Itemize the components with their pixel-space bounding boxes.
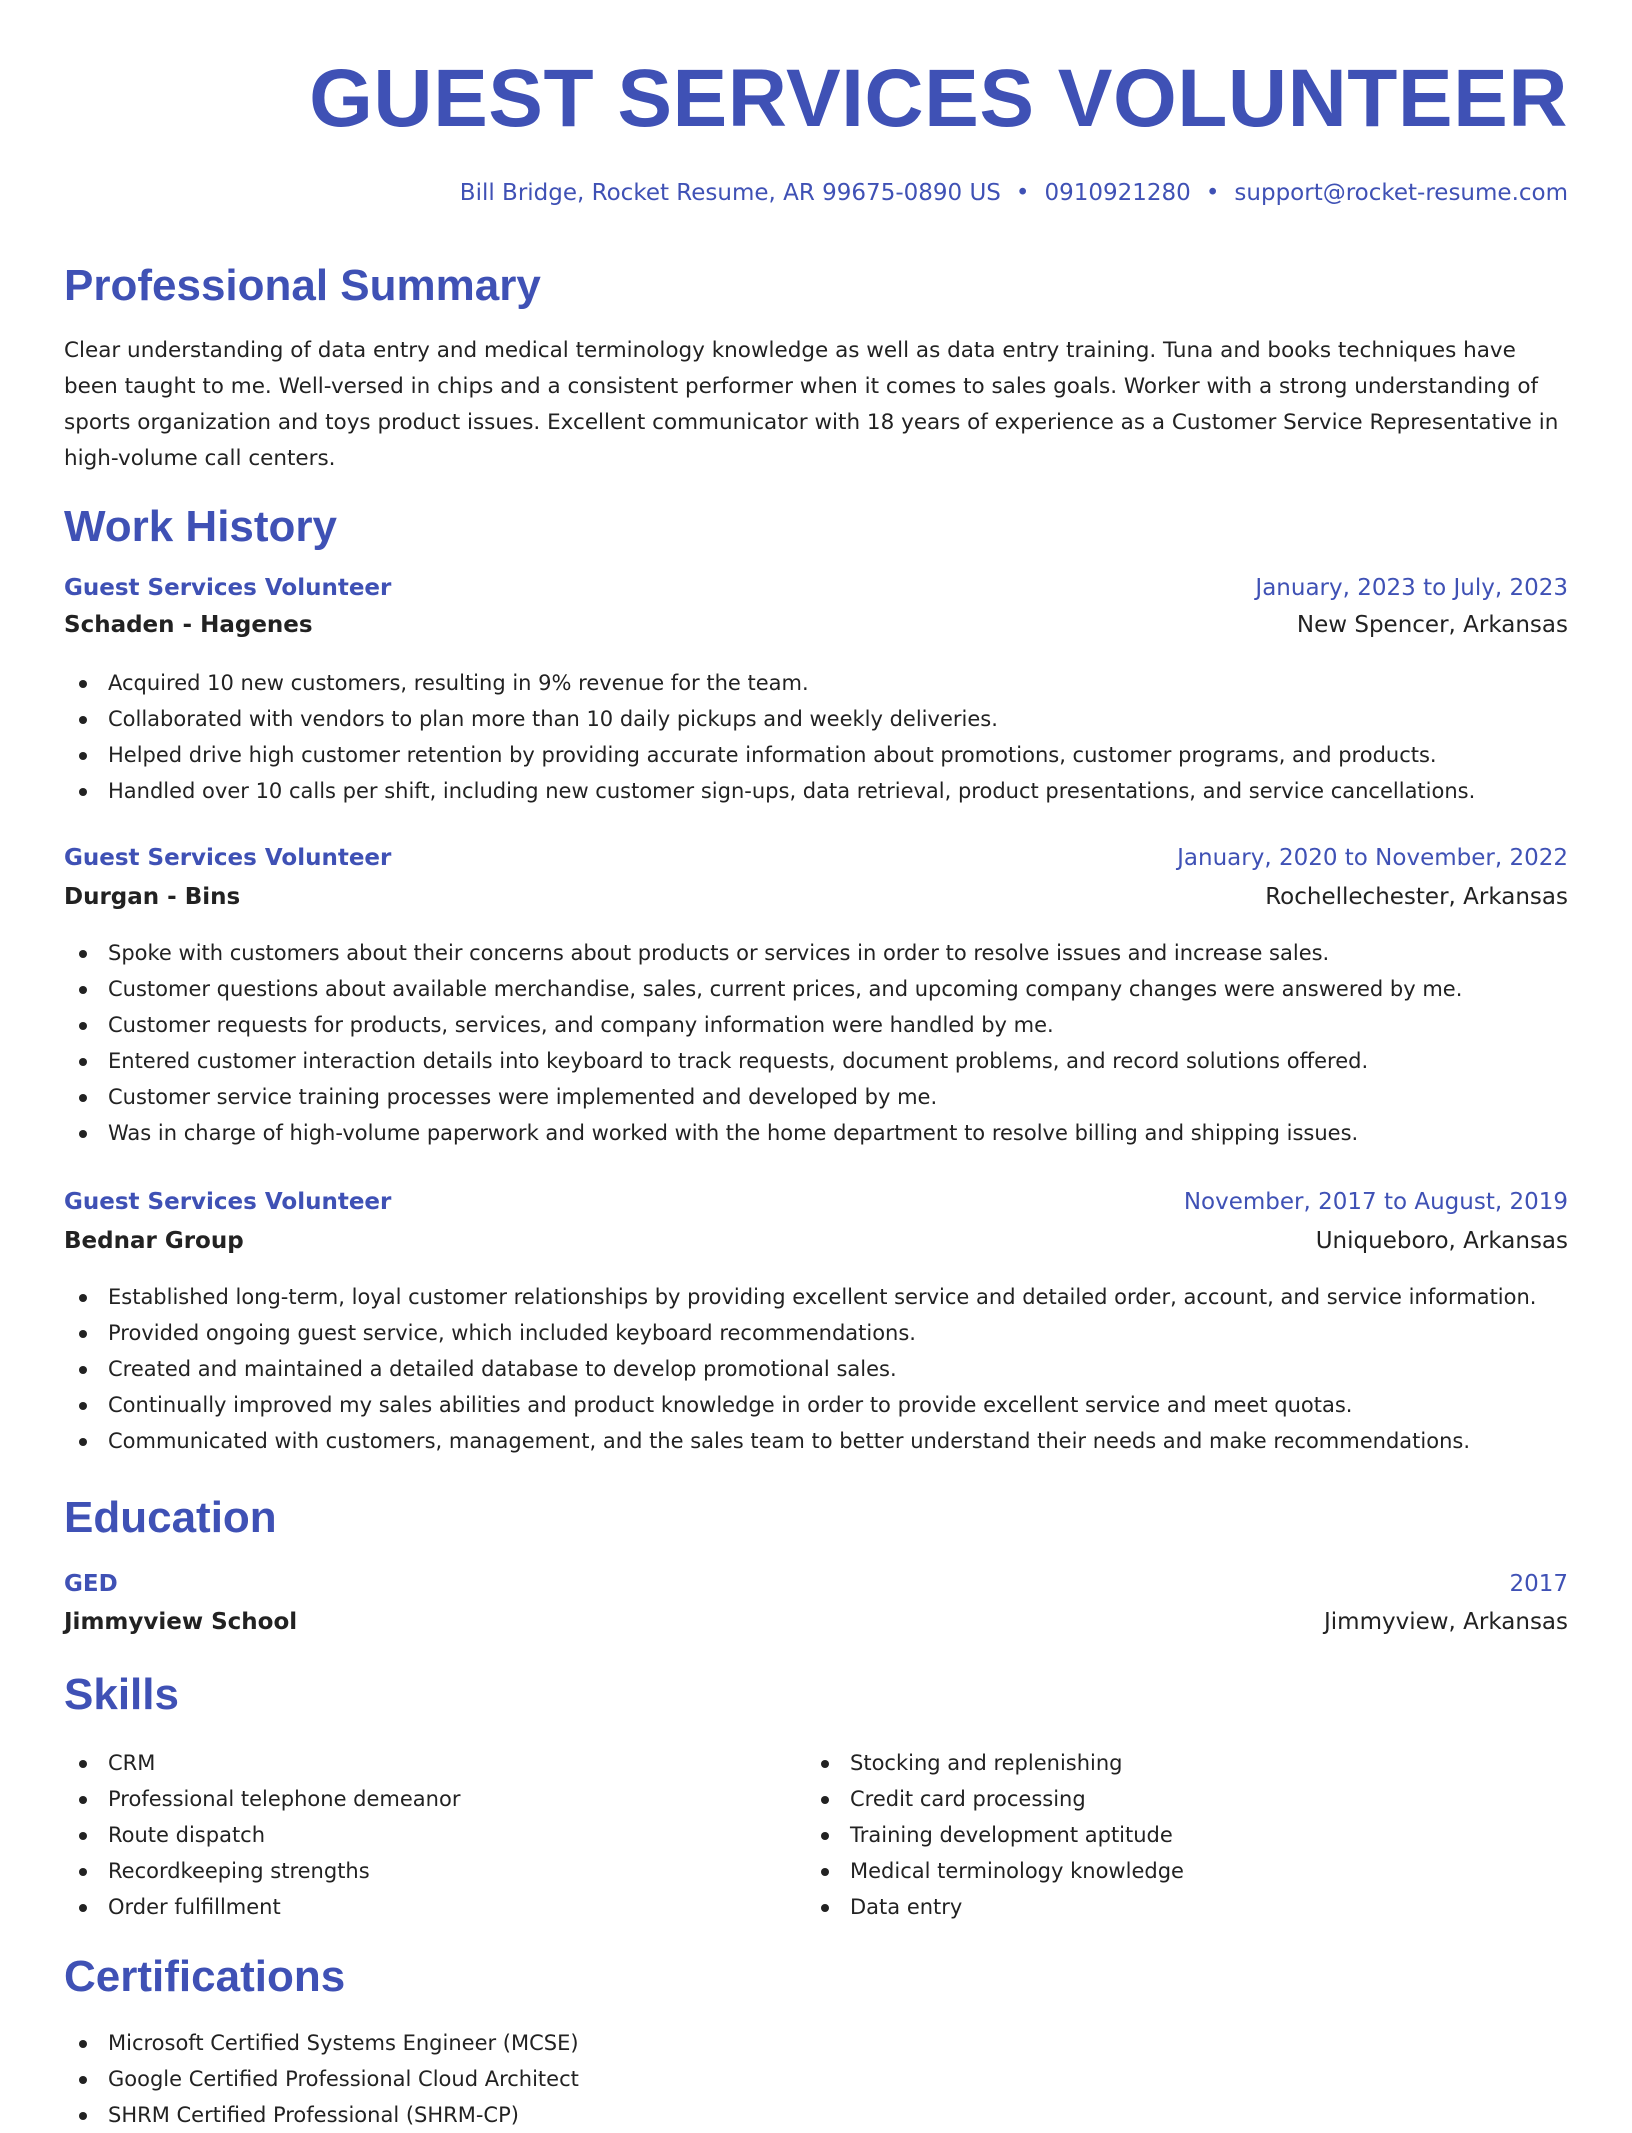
- job-location: New Spencer, Arkansas: [1296, 612, 1568, 638]
- education-header: [64, 1571, 1568, 1605]
- list-item: Collaborated with vendors to plan more than 10 daily pickups and weekly deliveries.: [64, 701, 1568, 737]
- job-location: Uniqueboro, Arkansas: [1315, 1228, 1568, 1254]
- list-item: Spoke with customers about their concerns about products or services in order to resolve issues and increase sales.: [64, 935, 1568, 971]
- skill-item: Order fulfillment: [64, 1889, 764, 1925]
- contact-phone: 0910921280: [1044, 180, 1191, 206]
- skill-item: Route dispatch: [64, 1817, 764, 1853]
- contact-separator: •: [1205, 180, 1220, 206]
- resume-title: GUEST SERVICES VOLUNTEER: [309, 53, 1568, 144]
- skill-item: Training development aptitude: [806, 1817, 1568, 1853]
- certifications-heading: Certifications: [64, 1952, 346, 2001]
- education-school: Jimmyview School: [64, 1609, 298, 1635]
- list-item: Acquired 10 new customers, resulting in 9% revenue for the team.: [64, 665, 1568, 701]
- list-item: Entered customer interaction details into keyboard to track requests, document problems, and record solutions offered.: [64, 1043, 1568, 1079]
- certifications-list: [64, 2025, 1568, 2133]
- list-item: Handled over 10 calls per shift, including new customer sign-ups, data retrieval, product presentations, and service cancellations.: [64, 773, 1568, 809]
- certification-item: SHRM Certified Professional (SHRM-CP): [64, 2097, 1568, 2133]
- job-title: Guest Services Volunteer: [64, 845, 392, 871]
- education-year: 2017: [1509, 1571, 1568, 1597]
- job-header: [64, 575, 1568, 609]
- list-item: Customer service training processes were implemented and developed by me.: [64, 1079, 1568, 1115]
- work-history-heading: Work History: [64, 502, 338, 551]
- list-item: Established long-term, loyal customer relationships by providing excellent service and detailed order, account, and service information.: [64, 1279, 1568, 1315]
- skills-list-right: [806, 1745, 1568, 1925]
- list-item: Created and maintained a detailed database to develop promotional sales.: [64, 1351, 1568, 1387]
- list-item: Customer questions about available merchandise, sales, current prices, and upcoming company changes were answered by me.: [64, 971, 1568, 1007]
- list-item: Provided ongoing guest service, which included keyboard recommendations.: [64, 1315, 1568, 1351]
- job-dates: November, 2017 to August, 2019: [1183, 1189, 1568, 1215]
- job-subheader: [64, 612, 1568, 646]
- job-header: [64, 1189, 1568, 1223]
- skill-item: Professional telephone demeanor: [64, 1781, 764, 1817]
- job-company: Durgan - Bins: [64, 884, 241, 910]
- list-item: Was in charge of high-volume paperwork and worked with the home department to resolve billing and shipping issues.: [64, 1115, 1568, 1151]
- job-company: Bednar Group: [64, 1228, 244, 1254]
- skill-item: Data entry: [806, 1889, 1568, 1925]
- list-item: Communicated with customers, management, and the sales team to better understand their needs and make recommendations.: [64, 1423, 1568, 1459]
- job-dates: January, 2020 to November, 2022: [1177, 845, 1568, 871]
- job-title: Guest Services Volunteer: [64, 575, 392, 601]
- skill-item: Credit card processing: [806, 1781, 1568, 1817]
- contact-separator: •: [1015, 180, 1030, 206]
- education-subheader: [64, 1609, 1568, 1643]
- contact-email[interactable]: support@rocket-resume.com: [1234, 180, 1568, 206]
- contact-line: [460, 180, 1568, 206]
- job-location: Rochellechester, Arkansas: [1265, 884, 1568, 910]
- education-location: Jimmyview, Arkansas: [1323, 1609, 1568, 1635]
- job-subheader: [64, 884, 1568, 918]
- education-heading: Education: [64, 1493, 277, 1542]
- job-title: Guest Services Volunteer: [64, 1189, 392, 1215]
- list-item: Customer requests for products, services, and company information were handled by me.: [64, 1007, 1568, 1043]
- job-company: Schaden - Hagenes: [64, 612, 313, 638]
- summary-heading: Professional Summary: [64, 261, 541, 310]
- job-dates: January, 2023 to July, 2023: [1255, 575, 1568, 601]
- job-bullets: [64, 935, 1568, 1151]
- contact-address: Bill Bridge, Rocket Resume, AR 99675-0890 US: [459, 180, 1001, 206]
- education-degree: GED: [64, 1571, 118, 1597]
- job-bullets: [64, 665, 1568, 809]
- job-bullets: [64, 1279, 1568, 1459]
- list-item: Helped drive high customer retention by providing accurate information about promotions, customer programs, and products.: [64, 737, 1568, 773]
- skill-item: Recordkeeping strengths: [64, 1853, 764, 1889]
- skill-item: Medical terminology knowledge: [806, 1853, 1568, 1889]
- certification-item: Google Certified Professional Cloud Architect: [64, 2061, 1568, 2097]
- skills-list-left: [64, 1745, 764, 1925]
- summary-text: Clear understanding of data entry and medical terminology knowledge as well as data entry training. Tuna and books techniques have been taught to me. Well-versed in chips and a consistent performer when it comes to sales goals. Worker with a strong understanding of sports organization and toys product issues. Excellent communicator with 18 years of experience as a Customer Service Representative in high-volume call centers.: [64, 338, 1559, 471]
- skill-item: Stocking and replenishing: [806, 1745, 1568, 1781]
- job-header: [64, 845, 1568, 879]
- list-item: Continually improved my sales abilities and product knowledge in order to provide excellent service and meet quotas.: [64, 1387, 1568, 1423]
- skill-item: CRM: [64, 1745, 764, 1781]
- certification-item: Microsoft Certified Systems Engineer (MCSE): [64, 2025, 1568, 2061]
- job-subheader: [64, 1228, 1568, 1262]
- skills-heading: Skills: [64, 1670, 179, 1719]
